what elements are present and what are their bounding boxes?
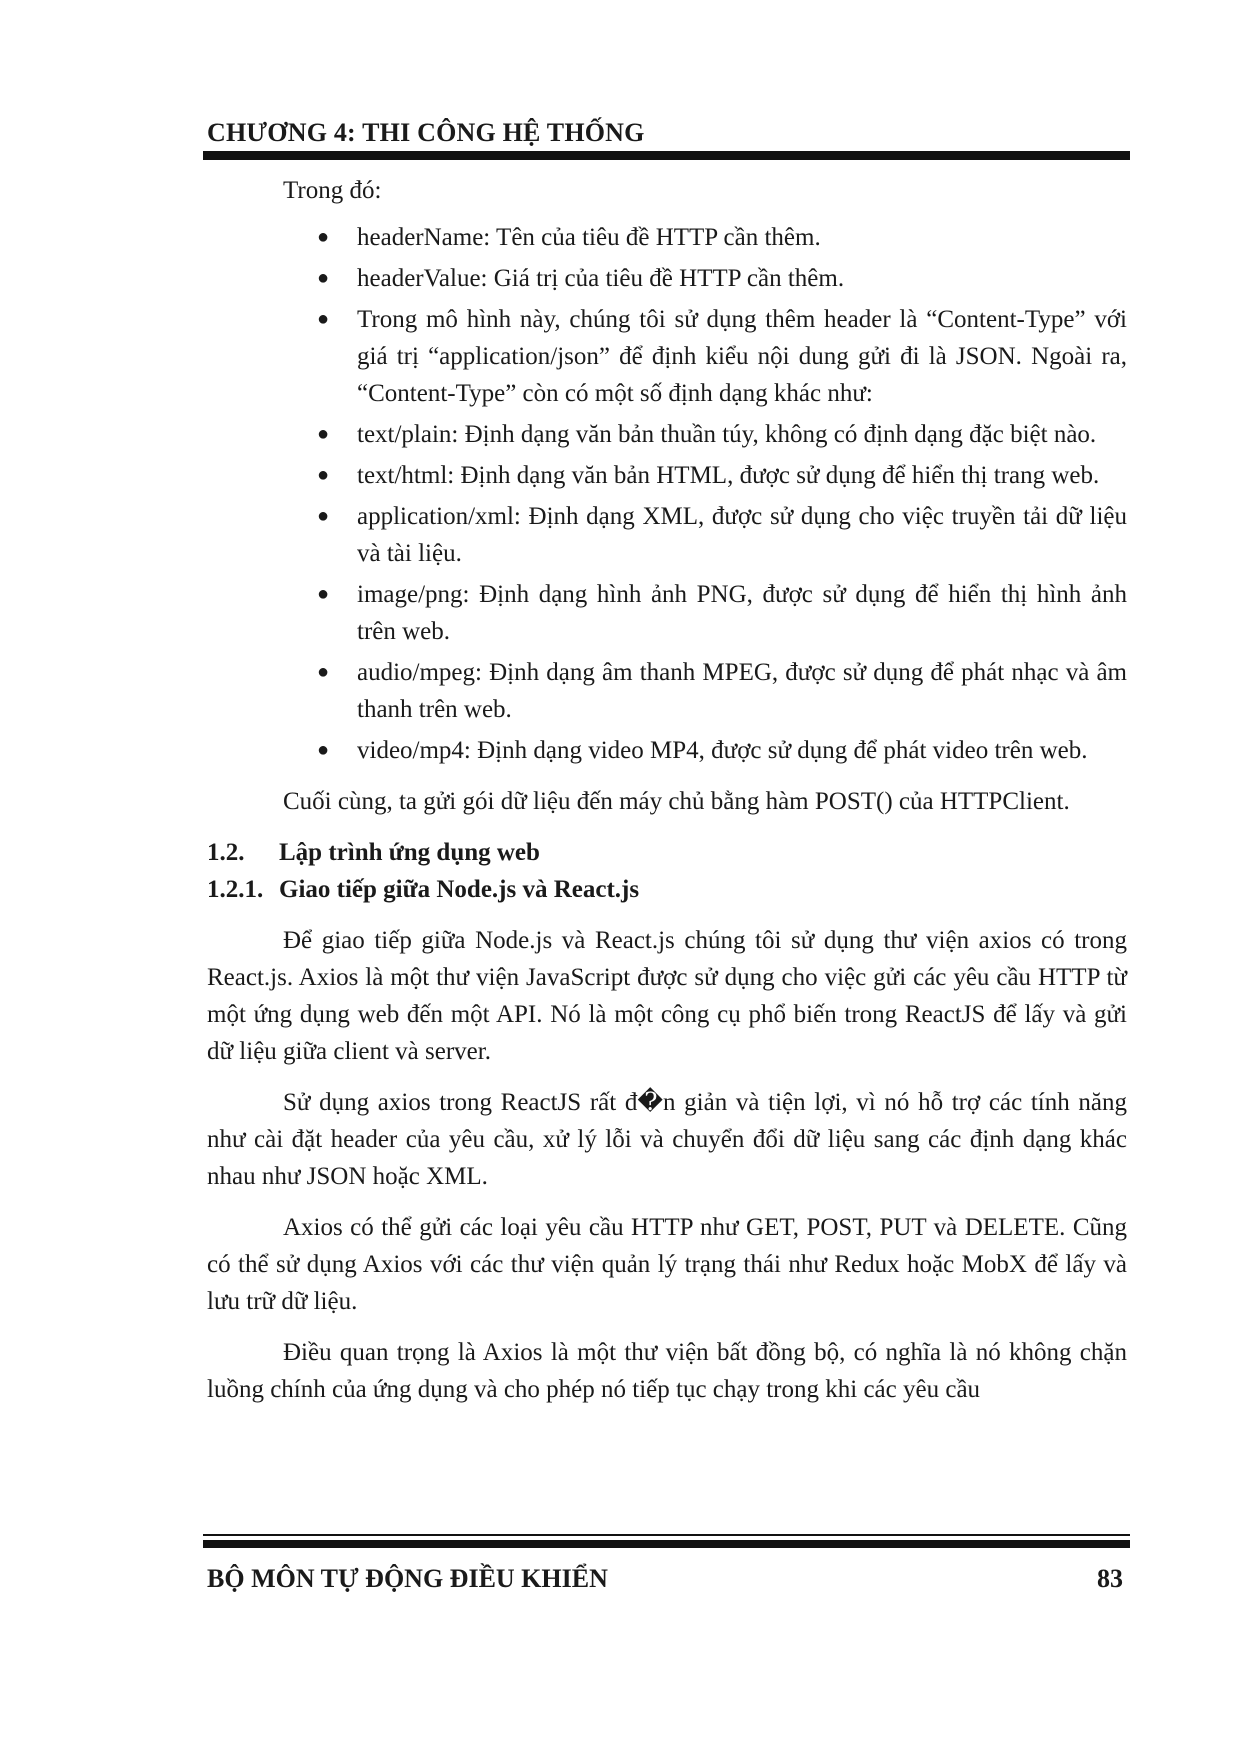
list-item: ● headerName: Tên của tiêu đề HTTP cần thêm. <box>207 219 1127 256</box>
bullet-icon: ● <box>317 583 330 605</box>
list-item: ● text/plain: Định dạng văn bản thuần túy, không có định dạng đặc biệt nào. <box>207 416 1127 453</box>
bullet-icon: ● <box>317 423 330 445</box>
page-number: 83 <box>1097 1564 1123 1593</box>
bullet-icon: ● <box>317 739 330 761</box>
intro-text: Trong đó: <box>283 177 382 204</box>
list-item: ● image/png: Định dạng hình ảnh PNG, được sử dụng để hiển thị hình ảnh trên web. <box>207 576 1127 650</box>
body-paragraph: Sử dụng axios trong ReactJS rất đ�n giản và tiện lợi, vì nó hỗ trợ các tính năng như cài đặt header của yêu cầu, xử lý lỗi và chuyển đổi dữ liệu sang các định dạng khác nhau như JSON hoặc XML. <box>207 1089 1127 1190</box>
footer-rule-thick <box>203 1540 1130 1548</box>
subsection-heading <box>207 871 1127 908</box>
bullet-icon: ● <box>317 226 330 248</box>
section-number: 1.2. <box>207 839 245 866</box>
header-rule <box>203 151 1130 160</box>
bullet-icon: ● <box>317 505 330 527</box>
list-item: ● video/mp4: Định dạng video MP4, được sử dụng để phát video trên web. <box>207 732 1127 769</box>
body-paragraph: Để giao tiếp giữa Node.js và React.js chúng tôi sử dụng thư viện axios có trong React.js. Axios là một thư viện JavaScript được sử dụng cho việc gửi các yêu cầu HTTP từ một ứng dụng web đến một API. Nó là một công cụ phổ biến trong ReactJS để lấy và gửi dữ liệu giữa client và server. <box>207 927 1127 1065</box>
bullet-icon: ● <box>317 267 330 289</box>
list-item: ● application/xml: Định dạng XML, được sử dụng cho việc truyền tải dữ liệu và tài liệu. <box>207 498 1127 572</box>
list-item: ● headerValue: Giá trị của tiêu đề HTTP cần thêm. <box>207 260 1127 297</box>
list-item: ● text/html: Định dạng văn bản HTML, được sử dụng để hiển thị trang web. <box>207 457 1127 494</box>
subsection-number: 1.2.1. <box>207 876 264 903</box>
body-paragraph: Điều quan trọng là Axios là một thư viện bất đồng bộ, có nghĩa là nó không chặn luồng chính của ứng dụng và cho phép nó tiếp tục chạy trong khi các yêu cầu <box>207 1339 1127 1403</box>
page-content <box>207 172 1127 1422</box>
bullet-icon: ● <box>317 661 330 683</box>
list-item: ● audio/mpeg: Định dạng âm thanh MPEG, được sử dụng để phát nhạc và âm thanh trên web. <box>207 654 1127 728</box>
chapter-title: CHƯƠNG 4: THI CÔNG HỆ THỐNG <box>207 118 645 147</box>
closing-text: Cuối cùng, ta gửi gói dữ liệu đến máy chủ bằng hàm POST() của HTTPClient. <box>283 788 1070 815</box>
bullet-list <box>207 219 1127 769</box>
footer-department: BỘ MÔN TỰ ĐỘNG ĐIỀU KHIỂN <box>207 1564 608 1593</box>
body-paragraph: Axios có thể gửi các loại yêu cầu HTTP như GET, POST, PUT và DELETE. Cũng có thể sử dụng Axios với các thư viện quản lý trạng thái như Redux hoặc MobX để lấy và lưu trữ dữ liệu. <box>207 1214 1127 1315</box>
section-heading <box>207 834 1127 871</box>
list-item: ● Trong mô hình này, chúng tôi sử dụng thêm header là “Content-Type” với giá trị “application/json” để định kiểu nội dung gửi đi là JSON. Ngoài ra, “Content-Type” còn có một số định dạng khác như: <box>207 301 1127 412</box>
bullet-icon: ● <box>317 464 330 486</box>
section-title: Lập trình ứng dụng web <box>279 839 540 866</box>
footer-rule-thin <box>203 1534 1130 1536</box>
subsection-title: Giao tiếp giữa Node.js và React.js <box>279 876 640 903</box>
bullet-icon: ● <box>317 308 330 330</box>
